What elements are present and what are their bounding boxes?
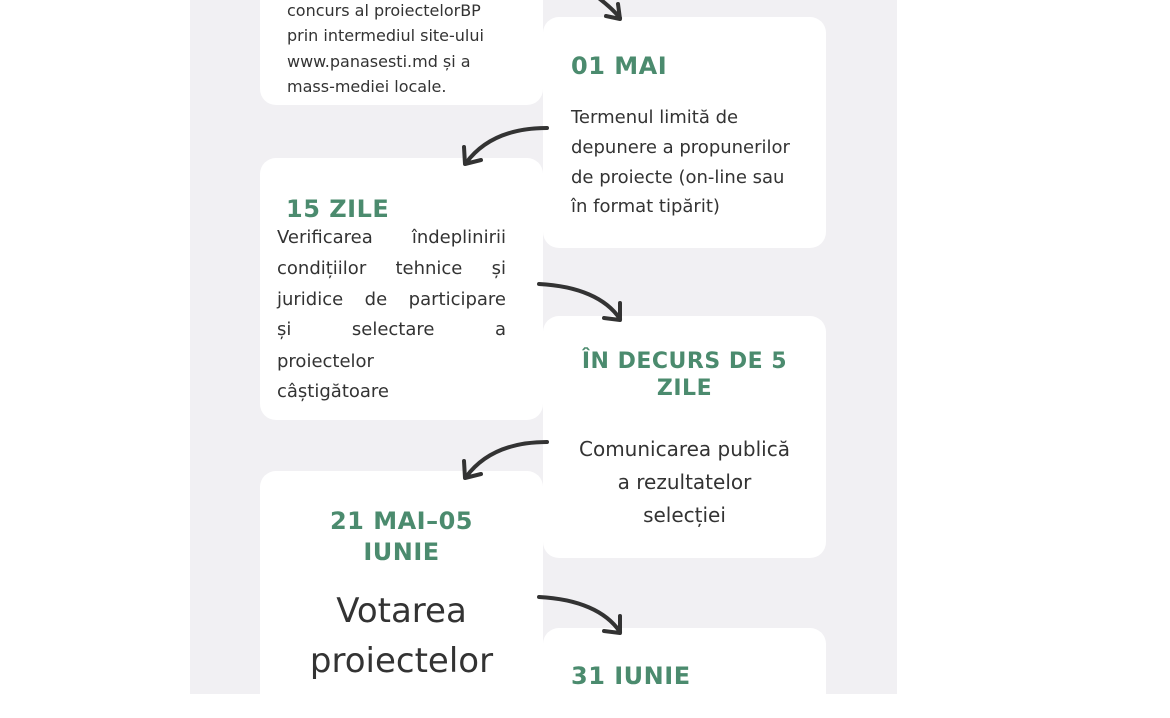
may1-line-1: Termenul limită de (571, 107, 739, 128)
days5-line-3: selecției (643, 503, 726, 527)
vote-heading-2: IUNIE (363, 538, 440, 566)
vote-line-1: Votarea (336, 591, 467, 631)
may1-line-4: în format tipărit) (571, 196, 720, 217)
may1-line-3: de proiecte (on-line sau (571, 167, 785, 188)
days15-line-2: condițiilor tehnice și (277, 258, 506, 279)
may1-heading: 01 MAI (571, 52, 668, 80)
intro-line-4: mass-mediei locale. (287, 77, 447, 96)
days15-line-5: proiectelor (277, 351, 374, 372)
arrow-right-1-icon (539, 284, 620, 319)
days15-line-3: juridice de participare (277, 289, 506, 310)
days15-heading: 15 ZILE (286, 195, 390, 223)
vote-line-2: proiectelor (309, 641, 494, 681)
vote-heading-1: 21 MAI–05 (329, 507, 474, 535)
arrow-left-1-icon (466, 128, 547, 163)
days5-heading-2: ZILE (656, 376, 713, 401)
intro-line-1: concurs al proiectelorBP (287, 1, 481, 20)
days5-heading-1: ÎN DECURS DE 5 (581, 349, 788, 374)
arrow-left-2-icon (466, 442, 547, 477)
days5-line-2: a rezultatelor (617, 470, 752, 494)
days15-line-4: și selectare a (277, 319, 506, 340)
days5-line-1: Comunicarea publică (579, 437, 790, 461)
june31-heading: 31 IUNIE (571, 662, 691, 690)
intro-line-3: www.panasesti.md și a (287, 52, 471, 71)
intro-line-2: prin intermediul site-ului (287, 26, 484, 45)
days15-line-1: Verificarea îndeplinirii (277, 227, 506, 248)
may1-line-2: depunere a propunerilor (571, 137, 790, 158)
days15-line-6: câștigătoare (277, 381, 389, 402)
arrow-right-2-icon (539, 597, 620, 632)
